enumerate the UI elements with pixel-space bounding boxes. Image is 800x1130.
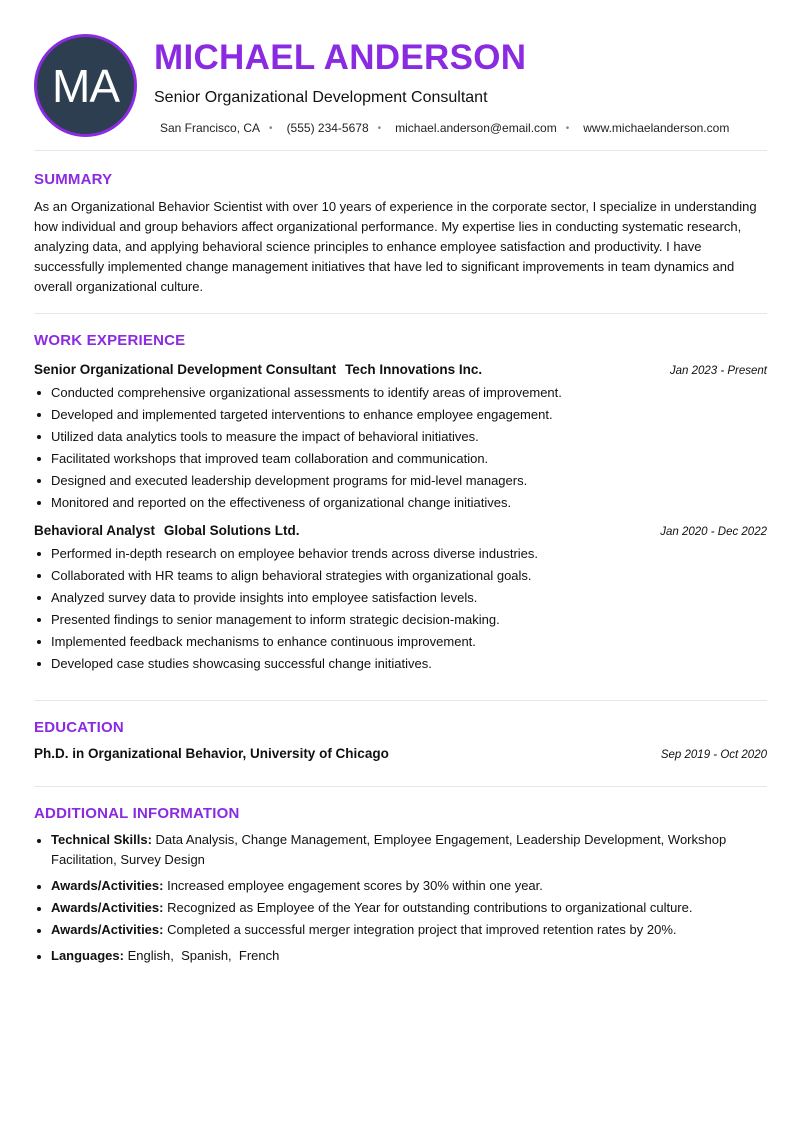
contact-info — [160, 121, 729, 135]
list-item — [34, 898, 767, 920]
additional-list — [34, 830, 767, 968]
item-label: Languages: — [51, 948, 124, 963]
job-title-line — [34, 362, 482, 377]
section-heading: SUMMARY — [34, 171, 113, 188]
list-item: Performed in-depth research on employee behavior trends across diverse industries. — [34, 543, 767, 565]
job-dates: Jan 2020 - Dec 2022 — [660, 526, 767, 538]
job-company: Tech Innovations Inc. — [345, 362, 483, 377]
item-label: Awards/Activities: — [51, 900, 164, 915]
contact-email[interactable]: michael.anderson@email.com — [395, 121, 557, 135]
section-heading: WORK EXPERIENCE — [34, 332, 186, 349]
avatar-initials: MA — [52, 59, 119, 112]
item-label: Awards/Activities: — [51, 922, 164, 937]
summary-section — [34, 151, 767, 314]
work-experience-section — [34, 314, 767, 701]
list-item — [34, 920, 767, 942]
job-entry — [34, 362, 767, 514]
education-dates: Sep 2019 - Oct 2020 — [660, 749, 767, 761]
additional-info-section — [34, 787, 767, 968]
summary-text: As an Organizational Behavior Scientist with over 10 years of experience in the corporate sector, I specialize in understanding how individual and group behaviors affect organizational performance. My expertise lies in conducting systematic research, analyzing data, and applying behavioral science principles to enhance employee satisfaction and productivity. I have successfully implemented change management initiatives that have led to significant improvements in team dynamics and overall organizational culture. — [34, 199, 757, 294]
list-item: Designed and executed leadership development programs for mid-level managers. — [34, 470, 767, 492]
list-item: Presented findings to senior management to inform strategic decision-making. — [34, 609, 767, 631]
separator-dot-icon: • — [565, 122, 570, 134]
job-dates: Jan 2023 - Present — [669, 365, 767, 377]
contact-website[interactable]: www.michaelanderson.com — [583, 121, 730, 135]
list-item: Developed and implemented targeted interventions to enhance employee engagement. — [34, 404, 767, 426]
list-item: Utilized data analytics tools to measure the impact of behavioral initiatives. — [34, 426, 767, 448]
job-title: Behavioral Analyst — [34, 523, 156, 538]
job-company: Global Solutions Ltd. — [163, 523, 300, 538]
job-bullets — [34, 382, 767, 514]
candidate-name: MICHAEL ANDERSON — [154, 38, 527, 77]
list-item — [34, 830, 767, 872]
list-item: Analyzed survey data to provide insights into employee satisfaction levels. — [34, 587, 767, 609]
list-item: Facilitated workshops that improved team collaboration and communication. — [34, 448, 767, 470]
avatar — [34, 34, 137, 137]
list-item — [34, 946, 767, 968]
list-item: Implemented feedback mechanisms to enhance continuous improvement. — [34, 631, 767, 653]
item-text: Increased employee engagement scores by 30% within one year. — [167, 878, 543, 893]
candidate-title: Senior Organizational Development Consultant — [154, 89, 488, 106]
resume-page — [34, 0, 767, 968]
item-text: Recognized as Employee of the Year for outstanding contributions to organizational culture. — [167, 900, 693, 915]
contact-location: San Francisco, CA — [160, 121, 261, 135]
item-text: English, Spanish, French — [127, 948, 280, 963]
job-title: Senior Organizational Development Consultant — [34, 362, 337, 377]
job-entry — [34, 523, 767, 675]
list-item: Conducted comprehensive organizational assessments to identify areas of improvement. — [34, 382, 767, 404]
item-text: Data Analysis, Change Management, Employee Engagement, Leadership Development, Workshop Facilitation, Survey Design — [51, 832, 727, 867]
list-item: Monitored and reported on the effectiveness of organizational change initiatives. — [34, 492, 767, 514]
education-section — [34, 701, 767, 787]
job-title-line — [34, 523, 300, 538]
job-bullets — [34, 543, 767, 675]
degree: Ph.D. in Organizational Behavior, University of Chicago — [34, 746, 389, 761]
resume-header — [34, 0, 767, 151]
list-item: Developed case studies showcasing successful change initiatives. — [34, 653, 767, 675]
item-label: Technical Skills: — [51, 832, 152, 847]
contact-phone[interactable]: (555) 234-5678 — [286, 121, 369, 135]
list-item — [34, 876, 767, 898]
section-heading: ADDITIONAL INFORMATION — [34, 805, 240, 822]
separator-dot-icon: • — [377, 122, 382, 134]
separator-dot-icon: • — [269, 122, 273, 134]
item-label: Awards/Activities: — [51, 878, 164, 893]
section-heading: EDUCATION — [34, 719, 124, 736]
list-item: Collaborated with HR teams to align behavioral strategies with organizational goals. — [34, 565, 767, 587]
item-text: Completed a successful merger integration project that improved retention rates by 20%. — [167, 922, 677, 937]
